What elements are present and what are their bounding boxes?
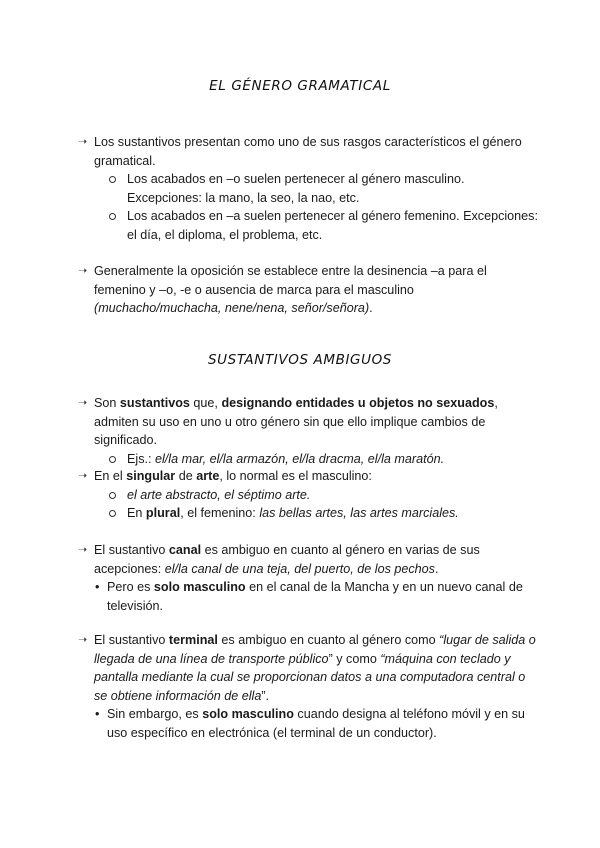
circle-bullet-icon [109, 510, 116, 517]
paragraph-canal: ➝ El sustantivo canal es ambiguo en cuanto al género en varias de sus acepciones: el/la canal de una teja, del puerto, de los pechos. • Pero es solo masculino en el canal de la Mancha y en un nuevo canal de televisión. [78, 541, 538, 615]
arrow-bullet-icon: ➝ [78, 136, 88, 148]
bullet-dot-icon: • [95, 580, 100, 595]
circle-bullet-icon [109, 176, 116, 183]
list-item-ejemplos: Ejs.: el/la mar, el/la armazón, el/la dracma, el/la maratón. [78, 450, 538, 469]
list-item-arte-plural: En plural, el femenino: las bellas artes, las artes marciales. [78, 504, 538, 523]
list-item-arte-singular: el arte abstracto, el séptimo arte. [78, 486, 538, 505]
list-item-masculino: Los acabados en –o suelen pertenecer al género masculino. Excepciones: la mano, la seo, la nao, etc. [78, 170, 538, 207]
paragraph-genero-rasgos: ➝ Los sustantivos presentan como uno de sus rasgos característicos el género gramatical. Los acabados en –o suelen pertenecer al género masculino. Excepciones: la mano, la seo, la nao, etc. Los acabados en –a suelen pertenecer al género femenino. Excepciones: el día, el diploma, el problema, etc. [78, 133, 538, 245]
list-item-femenino: Los acabados en –a suelen pertenecer al género femenino. Excepciones: el día, el diploma, el problema, etc. [78, 207, 538, 244]
section-title-genero: EL GÉNERO GRAMATICAL [209, 78, 391, 94]
bullet-dot-icon: • [95, 707, 100, 722]
arrow-bullet-icon: ➝ [78, 470, 88, 482]
list-item-terminal-masculino: • Sin embargo, es solo masculino cuando designa al teléfono móvil y en su uso específico en electrónica (el terminal de un conductor). [95, 707, 525, 740]
arrow-bullet-icon: ➝ [78, 634, 88, 646]
list-item-canal-masculino: • Pero es solo masculino en el canal de la Mancha y en un nuevo canal de televisión. [95, 580, 523, 613]
circle-bullet-icon [109, 213, 116, 220]
paragraph-arte: ➝ En el singular de arte, lo normal es el masculino: el arte abstracto, el séptimo arte. En plural, el femenino: las bellas artes, las artes marciales. [78, 467, 538, 523]
section-title-ambiguos: SUSTANTIVOS AMBIGUOS [208, 352, 392, 368]
paragraph-terminal: ➝ El sustantivo terminal es ambiguo en cuanto al género como “lugar de salida o llegada de una línea de transporte público” y como “máquina con teclado y pantalla mediante la cual se proporcionan datos a una computadora central o se obtiene información de ella”. • Sin embargo, es solo masculino cuando designa al teléfono móvil y en su uso específico en electrónica (el terminal de un conductor). [78, 631, 538, 743]
paragraph-oposicion: ➝ Generalmente la oposición se establece entre la desinencia –a para el femenino y –o, -e o ausencia de marca para el masculino (muchacho/muchacha, nene/nena, señor/señora). [78, 264, 487, 316]
circle-bullet-icon [109, 492, 116, 499]
arrow-bullet-icon: ➝ [78, 397, 88, 409]
arrow-bullet-icon: ➝ [78, 265, 88, 277]
arrow-bullet-icon: ➝ [78, 544, 88, 556]
circle-bullet-icon [109, 456, 116, 463]
paragraph-sustantivos-ambiguos: ➝ Son sustantivos que, designando entidades u objetos no sexuados, admiten su uso en uno u otro género sin que ello implique cambios de significado. Ejs.: el/la mar, el/la armazón, el/la dracma, el/la maratón. [78, 394, 538, 468]
